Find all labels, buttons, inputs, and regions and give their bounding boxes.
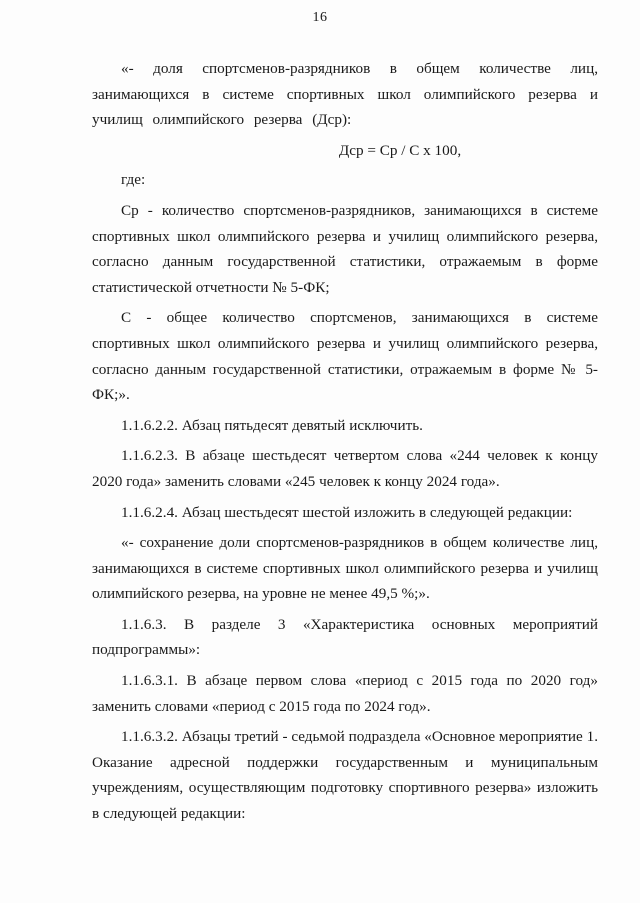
paragraph-1-1-6-2-3: 1.1.6.2.3. В абзаце шестьдесят четвертом слова «244 человек к концу 2020 года» заменить словами «245 человек к концу 2024 года».	[92, 447, 598, 490]
formula: Дср = Ср / С х 100,	[338, 141, 462, 159]
paragraph-1-1-6-3-1: 1.1.6.3.1. В абзаце первом слова «период с 2015 года по 2020 год» заменить словами «период с 2015 года по 2024 год».	[92, 672, 598, 715]
paragraph-1-1-6-2-4: 1.1.6.2.4. Абзац шестьдесят шестой изложить в следующей редакции:	[121, 503, 573, 521]
paragraph-1-1-6-3-2: 1.1.6.3.2. Абзацы третий - седьмой подраздела «Основное мероприятие 1. Оказание адресной поддержки государственным и муниципальным учреждениям, осуществляющим подготовку спортивного резерва» изложить в следующей редакции:	[92, 728, 598, 823]
paragraph-1-1-6-3: 1.1.6.3. В разделе 3 «Характеристика основных мероприятий подпрограммы»:	[92, 615, 598, 659]
paragraph-cp-definition: Ср - количество спортсменов-разрядников, занимающихся в системе спортивных школ олимпийского резерва и училищ олимпийского резерва, согласно данным государственной статистики, отражаемым в форме статистической отчетности № 5-ФК;	[92, 201, 598, 296]
paragraph-c-definition: С - общее количество спортсменов, занимающихся в системе спортивных школ олимпийского резерва и училищ олимпийского резерва, согласно данным государственной статистики, отражаемым в форме № 5-ФК;».	[92, 309, 598, 404]
page-number: 16	[312, 10, 328, 25]
paragraph-new-wording: «- сохранение доли спортсменов-разрядников в общем количестве лиц, занимающихся в системе спортивных школ олимпийского резерва и училищ олимпийского резерва, на уровне не менее 49,5 %;».	[92, 534, 598, 603]
paragraph-where: где:	[121, 171, 146, 189]
document-body	[92, 56, 598, 832]
paragraph-indicator-definition: «- доля спортсменов-разрядников в общем количестве лиц, занимающихся в системе спортивных школ олимпийского резерва и училищ олимпийского резерва (Дср):	[92, 60, 598, 129]
paragraph-1-1-6-2-2: 1.1.6.2.2. Абзац пятьдесят девятый исключить.	[121, 416, 423, 434]
